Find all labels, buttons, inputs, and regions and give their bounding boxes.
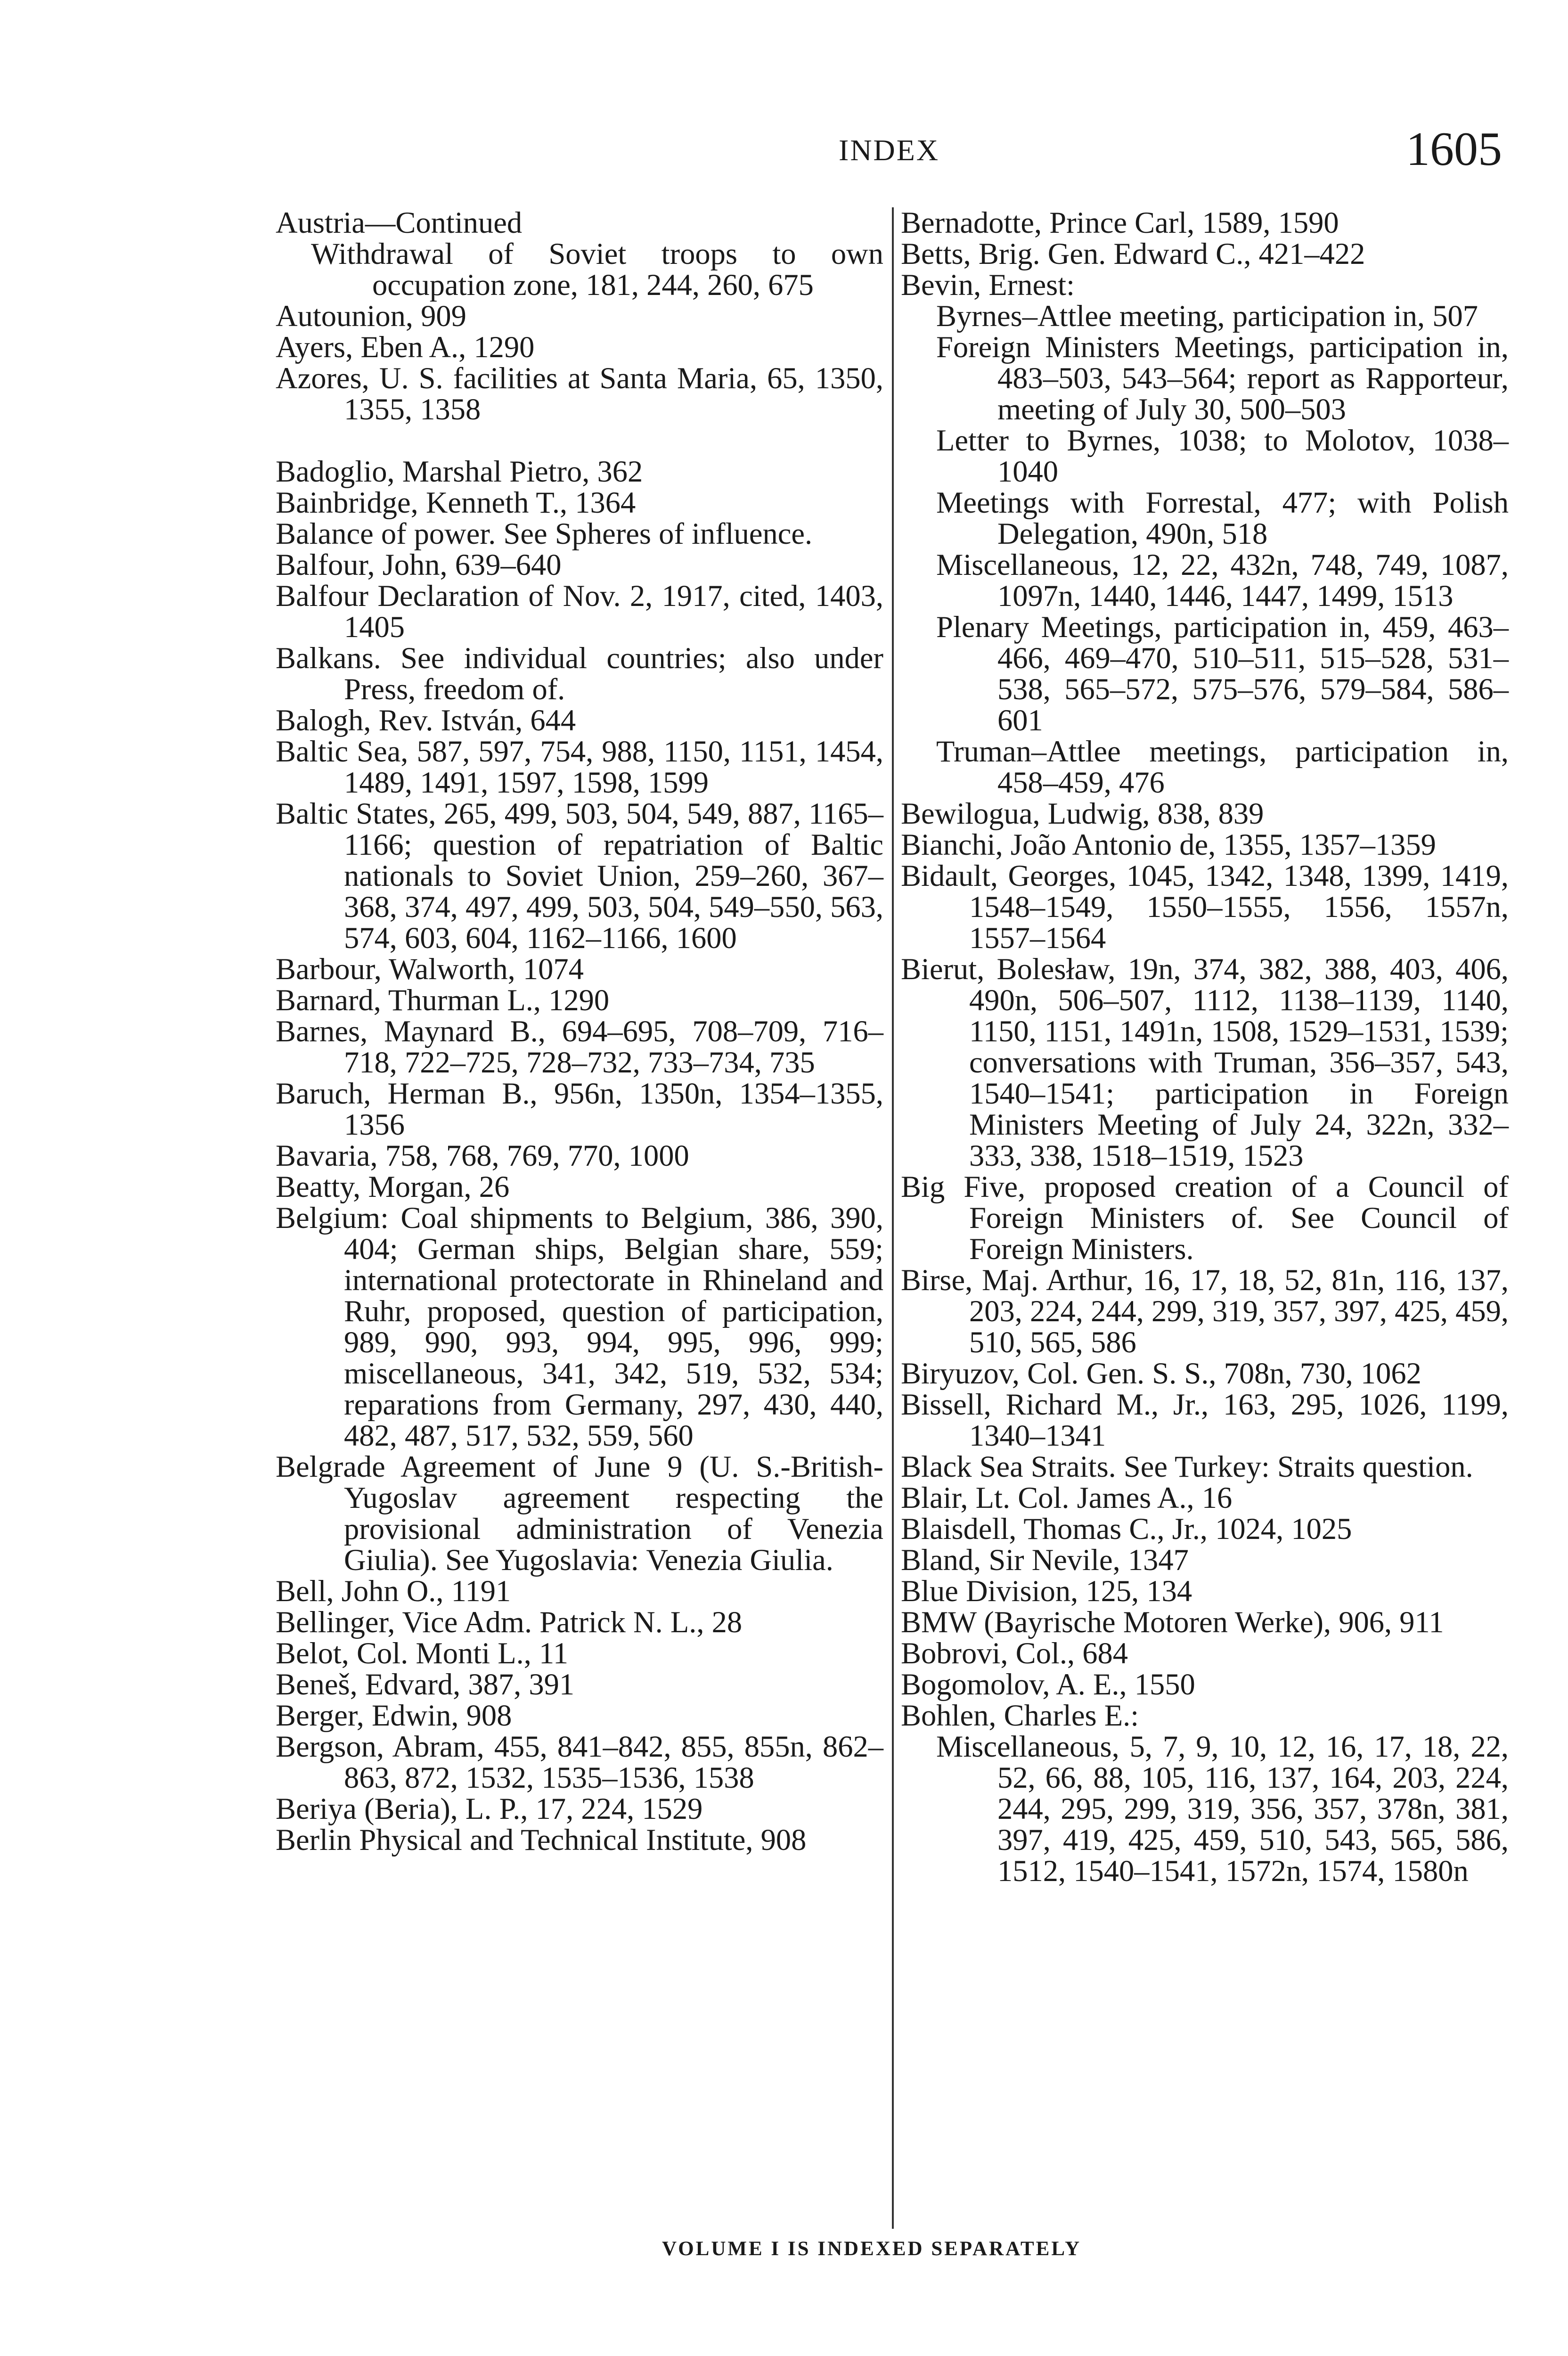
index-entry: Bohlen, Charles E.: <box>901 1699 1139 1732</box>
index-entry: Birse, Maj. Arthur, 16, 17, 18, 52, 81n, 116, 137, 203, 224, 244, 299, 319, 357, 397, 425, 459, 510, 565, 586 <box>901 1263 1509 1359</box>
index-subentry: Letter to Byrnes, 1038; to Molotov, 1038–1040 <box>936 424 1509 488</box>
index-column-right <box>901 207 1509 1887</box>
index-subentry: Meetings with Forrestal, 477; with Polish Delegation, 490n, 518 <box>936 486 1509 550</box>
index-entry: Betts, Brig. Gen. Edward C., 421–422 <box>901 237 1365 270</box>
index-entry: Bavaria, 758, 768, 769, 770, 1000 <box>276 1139 689 1172</box>
index-entry: Bogomolov, A. E., 1550 <box>901 1668 1195 1701</box>
index-subentry: Byrnes–Attlee meeting, participation in, 507 <box>936 299 1478 333</box>
index-entry: Balogh, Rev. István, 644 <box>276 704 576 737</box>
index-subentry: Plenary Meetings, participation in, 459, 463–466, 469–470, 510–511, 515–528, 531–538, 565–572, 575–576, 579–584, 586–601 <box>936 610 1509 737</box>
index-entry: Bewilogua, Ludwig, 838, 839 <box>901 797 1264 830</box>
index-entry: Bevin, Ernest: <box>901 268 1075 302</box>
index-entry: Bissell, Richard M., Jr., 163, 295, 1026, 1199, 1340–1341 <box>901 1388 1509 1452</box>
index-entry: Bianchi, João Antonio de, 1355, 1357–1359 <box>901 828 1436 861</box>
index-entry: Azores, U. S. facilities at Santa Maria, 65, 1350, 1355, 1358 <box>276 361 883 426</box>
index-entry: Black Sea Straits. See Turkey: Straits question. <box>901 1450 1473 1483</box>
index-entry: Barnard, Thurman L., 1290 <box>276 983 610 1017</box>
index-entry: Bidault, Georges, 1045, 1342, 1348, 1399, 1419, 1548–1549, 1550–1555, 1556, 1557n, 1557–1564 <box>901 859 1509 955</box>
index-entry: Barnes, Maynard B., 694–695, 708–709, 716–718, 722–725, 728–732, 733–734, 735 <box>276 1014 883 1079</box>
index-entry: Baltic Sea, 587, 597, 754, 988, 1150, 1151, 1454, 1489, 1491, 1597, 1598, 1599 <box>276 735 883 799</box>
index-entry: Beneš, Edvard, 387, 391 <box>276 1668 575 1701</box>
index-entry: Badoglio, Marshal Pietro, 362 <box>276 455 643 488</box>
index-entry: Bierut, Bolesław, 19n, 374, 382, 388, 403, 406, 490n, 506–507, 1112, 1138–1139, 1140, 1150, 1151, 1491n, 1508, 1529–1531, 1539; conversations with Truman, 356–357, 543, 1540–1541; participation in Foreign Ministers Meeting of July 24, 322n, 332–333, 338, 1518–1519, 1523 <box>901 952 1509 1172</box>
index-entry: Blair, Lt. Col. James A., 16 <box>901 1481 1233 1514</box>
index-entry: Autounion, 909 <box>276 299 466 333</box>
index-entry: Bergson, Abram, 455, 841–842, 855, 855n, 862–863, 872, 1532, 1535–1536, 1538 <box>276 1730 883 1794</box>
index-entry: Ayers, Eben A., 1290 <box>276 330 535 364</box>
page-header <box>278 122 1502 183</box>
index-entry: Balfour Declaration of Nov. 2, 1917, cited, 1403, 1405 <box>276 579 883 644</box>
index-column-left <box>276 207 883 1856</box>
index-entry: Big Five, proposed creation of a Council of Foreign Ministers of. See Council of Foreign Ministers. <box>901 1170 1509 1266</box>
column-divider <box>892 207 894 2229</box>
index-entry: Beriya (Beria), L. P., 17, 224, 1529 <box>276 1792 703 1825</box>
index-subentry: Withdrawal of Soviet troops to own occupation zone, 181, 244, 260, 675 <box>311 237 883 302</box>
index-entry: Blue Division, 125, 134 <box>901 1574 1192 1608</box>
index-entry: Austria—Continued <box>276 206 523 239</box>
index-entry: Bainbridge, Kenneth T., 1364 <box>276 486 636 519</box>
index-entry: Balance of power. See Spheres of influence. <box>276 517 813 550</box>
index-subentry: Miscellaneous, 12, 22, 432n, 748, 749, 1087, 1097n, 1440, 1446, 1447, 1499, 1513 <box>936 548 1509 613</box>
index-entry: Belgium: Coal shipments to Belgium, 386, 390, 404; German ships, Belgian share, 559; international protectorate in Rhineland and Ruhr, proposed, question of participation, 989, 990, 993, 994, 995, 996, 999; miscellaneous, 341, 342, 519, 532, 534; reparations from Germany, 297, 430, 440, 482, 487, 517, 532, 559, 560 <box>276 1201 883 1452</box>
index-entry: Bellinger, Vice Adm. Patrick N. L., 28 <box>276 1605 743 1639</box>
index-subentry: Foreign Ministers Meetings, participation in, 483–503, 543–564; report as Rapporteur, meeting of July 30, 500–503 <box>936 330 1509 426</box>
index-subentry: Miscellaneous, 5, 7, 9, 10, 12, 16, 17, 18, 22, 52, 66, 88, 105, 116, 137, 164, 203, 224, 244, 295, 299, 319, 356, 357, 378n, 381, 397, 419, 425, 459, 510, 543, 565, 586, 1512, 1540–1541, 1572n, 1574, 1580n <box>936 1730 1509 1888</box>
page-footer-note: VOLUME I IS INDEXED SEPARATELY <box>662 2238 1082 2260</box>
index-entry: BMW (Bayrische Motoren Werke), 906, 911 <box>901 1605 1444 1639</box>
index-entry: Bernadotte, Prince Carl, 1589, 1590 <box>901 206 1339 239</box>
index-entry: Baruch, Herman B., 956n, 1350n, 1354–1355, 1356 <box>276 1077 883 1141</box>
index-entry: Belot, Col. Monti L., 11 <box>276 1636 569 1670</box>
index-entry: Bobrovi, Col., 684 <box>901 1636 1128 1670</box>
index-entry: Baltic States, 265, 499, 503, 504, 549, 887, 1165–1166; question of repatriation of Baltic nationals to Soviet Union, 259–260, 367–368, 374, 497, 499, 503, 504, 549–550, 563, 574, 603, 604, 1162–1166, 1600 <box>276 797 883 955</box>
index-entry: Berger, Edwin, 908 <box>276 1699 512 1732</box>
index-entry: Beatty, Morgan, 26 <box>276 1170 510 1203</box>
index-entry: Bell, John O., 1191 <box>276 1574 511 1608</box>
page-number: 1605 <box>1406 123 1502 176</box>
index-entry: Biryuzov, Col. Gen. S. S., 708n, 730, 1062 <box>901 1357 1421 1390</box>
index-entry: Barbour, Walworth, 1074 <box>276 952 584 986</box>
index-entry: Balkans. See individual countries; also under Press, freedom of. <box>276 641 883 706</box>
index-entry: Bland, Sir Nevile, 1347 <box>901 1543 1189 1577</box>
index-entry: Balfour, John, 639–640 <box>276 548 562 581</box>
index-entry: Berlin Physical and Technical Institute, 908 <box>276 1823 807 1857</box>
running-head: INDEX <box>839 133 940 167</box>
index-subentry: Truman–Attlee meetings, participation in, 458–459, 476 <box>936 735 1509 799</box>
index-entry: Belgrade Agreement of June 9 (U. S.-British-Yugoslav agreement respecting the provisional administration of Venezia Giulia). See Yugoslavia: Venezia Giulia. <box>276 1450 883 1577</box>
index-entry: Blaisdell, Thomas C., Jr., 1024, 1025 <box>901 1512 1352 1546</box>
